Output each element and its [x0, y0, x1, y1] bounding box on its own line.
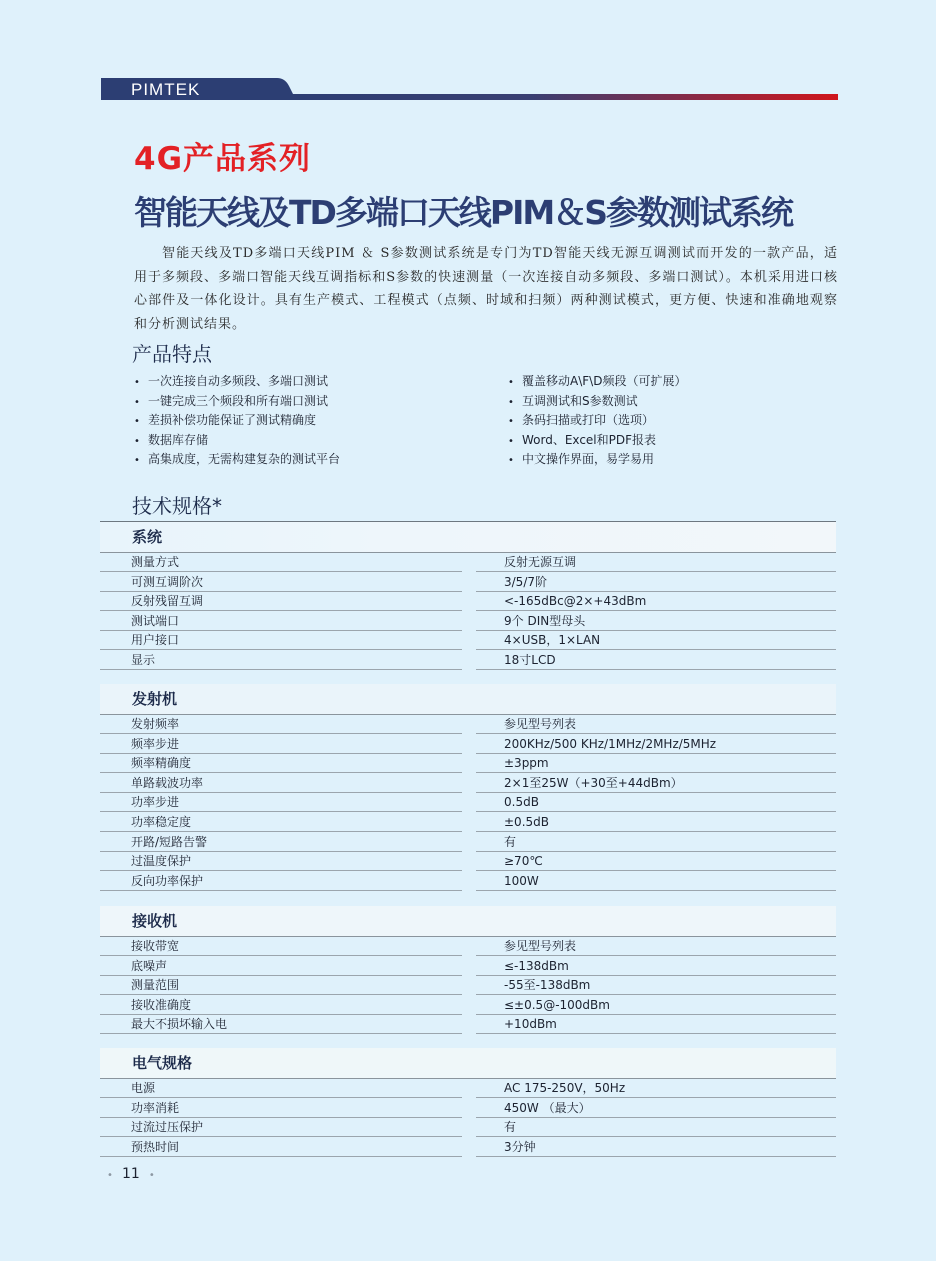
bullet-icon: • [508, 455, 514, 467]
feature-item: • 差损补偿功能保证了测试精确度 [134, 411, 340, 431]
table-row: 频率精确度 ±3ppm [100, 754, 836, 774]
bullet-icon: • [134, 377, 140, 388]
feature-item: • Word、Excel和PDF报表 [508, 431, 686, 451]
bullet-icon: • [134, 396, 140, 408]
table-row: 显示 18寸LCD [100, 651, 836, 671]
dot-icon: • [107, 1170, 113, 1181]
spec-group-receiver [100, 906, 836, 1035]
feature-item: • 互调测试和S参数测试 [508, 392, 686, 412]
table-row: 功率消耗 450W （最大） [100, 1099, 836, 1119]
spec-group-electrical [100, 1048, 836, 1157]
table-row: 最大不损坏输入电 +10dBm [100, 1015, 836, 1035]
bullet-icon: • [508, 416, 514, 428]
feature-item: • 高集成度，无需构建复杂的测试平台 [134, 450, 340, 470]
features-left-column [134, 372, 340, 470]
table-row: 底噪声 ≤-138dBm [100, 957, 836, 977]
feature-item: • 中文操作界面，易学易用 [508, 450, 686, 470]
spec-group-system [100, 521, 836, 671]
table-row: 接收带宽 参见型号列表 [100, 937, 836, 957]
feature-item: • 一次连接自动多频段、多端口测试 [134, 372, 340, 392]
table-row: 用户接口 4×USB，1×LAN [100, 631, 836, 651]
features-heading: 产品特点 [132, 342, 212, 366]
table-row: 发射频率 参见型号列表 [100, 715, 836, 735]
brand-bar-graphic [101, 78, 838, 100]
series-title: 4G产品系列 [134, 141, 312, 177]
bullet-icon: • [134, 416, 140, 428]
table-row: 过流过压保护 有 [100, 1118, 836, 1138]
features-right-column [508, 372, 686, 470]
table-row: 反射残留互调 <-165dBc@2×+43dBm [100, 592, 836, 612]
spec-group-transmitter [100, 684, 836, 891]
table-row: 测量方式 反射无源互调 [100, 553, 836, 573]
table-row: 电源 AC 175-250V，50Hz [100, 1079, 836, 1099]
table-row: 过温度保护 ≥70℃ [100, 852, 836, 872]
table-row: 频率步进 200KHz/500 KHz/1MHz/2MHz/5MHz [100, 735, 836, 755]
page-number [98, 1166, 164, 1182]
page-title: 智能天线及TD多端口天线PIM＆S参数测试系统 [134, 193, 792, 232]
spec-group-title: 接收机 [100, 906, 836, 937]
brand-logo-text: PIMTEK [131, 80, 201, 99]
spec-group-title: 发射机 [100, 684, 836, 715]
table-row: 反向功率保护 100W [100, 872, 836, 892]
table-row: 接收准确度 ≤±0.5@-100dBm [100, 996, 836, 1016]
intro-paragraph: 智能天线及TD多端口天线PIM ＆ S参数测试系统是专门为TD智能天线无源互调测试而开发的一款产品，适用于多频段、多端口智能天线互调指标和S参数的快速测量（一次连接自动多频段、多端口测试）。本机采用进口核心部件及一体化设计。具有生产模式、工程模式（点频、时域和扫频）两种测试模式，更方便、快速和准确地观察和分析测试结果。 [134, 246, 838, 332]
table-row: 预热时间 3分钟 [100, 1138, 836, 1158]
dot-icon: • [148, 1170, 155, 1181]
table-row: 可测互调阶次 3/5/7阶 [100, 573, 836, 593]
table-row: 测试端口 9个 DIN型母头 [100, 612, 836, 632]
spec-group-title: 电气规格 [100, 1048, 836, 1079]
table-row: 测量范围 -55至-138dBm [100, 976, 836, 996]
table-row: 功率稳定度 ±0.5dB [100, 813, 836, 833]
bullet-icon: • [508, 435, 514, 447]
bullet-icon: • [508, 396, 514, 408]
table-row: 单路载波功率 2×1至25W（+30至+44dBm） [100, 774, 836, 794]
feature-item: • 条码扫描或打印（选项） [508, 411, 686, 431]
specs-heading: 技术规格* [132, 494, 222, 518]
feature-item: • 一键完成三个频段和所有端口测试 [134, 392, 340, 412]
spec-group-title: 系统 [100, 522, 836, 553]
page-number-value: 11 [122, 1166, 140, 1182]
bullet-icon: • [134, 455, 140, 467]
feature-item: • 数据库存储 [134, 431, 340, 451]
brand-header-bar [101, 78, 838, 100]
table-row: 开路/短路告警 有 [100, 833, 836, 853]
table-row: 功率步进 0.5dB [100, 793, 836, 813]
bullet-icon: • [508, 377, 514, 388]
feature-item: • 覆盖移动A\F\D频段（可扩展） [508, 372, 686, 392]
bullet-icon: • [134, 435, 140, 447]
